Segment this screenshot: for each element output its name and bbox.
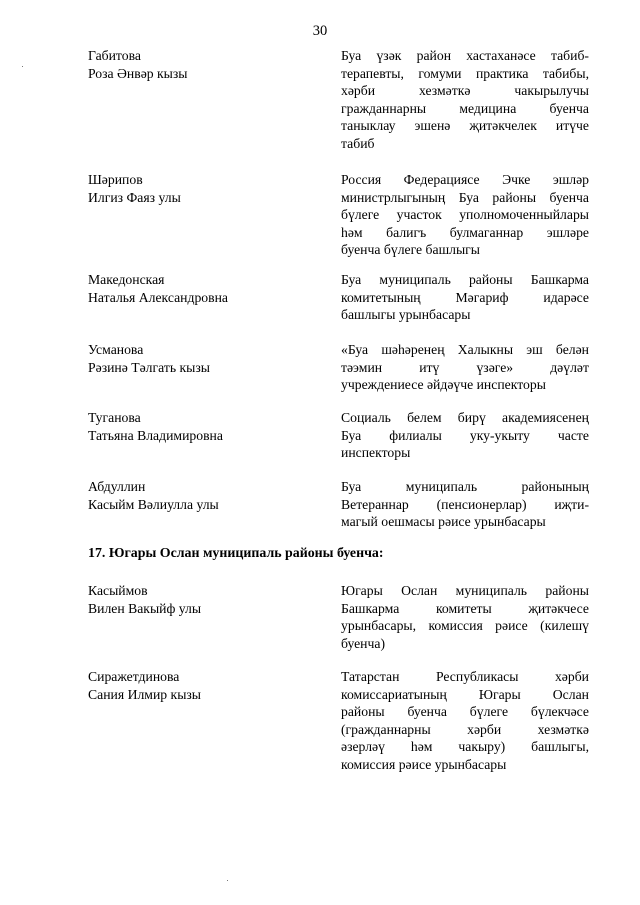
position-line: «Буа шәһәренең Халыкны эш белән [341,342,589,357]
given-name: Сания Илмир кызы [88,686,201,702]
position-line: Буа муниципаль районы Башкарма [341,272,589,287]
scan-speck [22,66,23,67]
position-line: терапевты, гомуми практика табибы, [341,65,589,81]
position-line: әзерләү һәм чакыру) башлыгы, [341,739,589,754]
position-line: районы буенча бүлеге бүлекчәсе [341,704,589,719]
position-line: табиб [341,135,375,151]
position-line: Буа үзәк район хастаханәсе табиб- [341,48,589,63]
position-line: тәэмин итү үзәге» дәүләт [341,359,589,375]
position-line: һәм балигъ булмаганнар эшләре [341,224,589,240]
given-name: Татьяна Владимировна [88,427,223,443]
person-name [88,171,318,206]
surname: Абдуллин [88,479,146,494]
position-line: (гражданнарны хәрби хезмәткә [341,721,589,737]
surname: Македонская [88,272,165,287]
person-position [341,668,589,773]
person-name [88,478,318,513]
position-line: учреждениесе әйдәүче инспекторы [341,377,546,392]
position-line: Буа муниципаль районының [341,479,589,494]
position-line: бүлеге участок уполномоченныйлары [341,207,589,222]
person-name [88,409,318,444]
given-name: Роза Әнвәр кызы [88,65,188,81]
person-position [341,341,589,394]
section-heading: 17. Югары Ослан муниципаль районы буенча: [88,546,384,561]
person-name [88,47,318,82]
person-position [341,171,589,259]
surname: Шәрипов [88,172,143,187]
position-line: комитетының Мәгариф идарәсе [341,289,589,305]
given-name: Касыйм Вәлиулла улы [88,496,219,512]
position-line: Социаль белем бирү академиясенең [341,410,589,425]
person-name [88,582,318,617]
position-line: инспекторы [341,445,411,460]
position-line: буенча) [341,635,386,651]
position-line: башлыгы урынбасары [341,307,471,322]
given-name: Наталья Александровна [88,289,228,305]
position-line: таныклау эшенә җитәкчелек итүче [341,118,589,133]
surname: Сиражетдинова [88,669,180,684]
person-name [88,341,318,376]
page-number: 30 [312,23,328,39]
surname: Габитова [88,48,141,63]
person-position [341,409,589,462]
position-line: Ветераннар (пенсионерлар) иҗти- [341,496,589,512]
person-position [341,271,589,324]
position-line: министрлыгының Буа районы буенча [341,189,589,205]
person-position [341,478,589,531]
person-position [341,582,589,652]
position-line: Башкарма комитеты җитәкчесе [341,600,589,616]
position-line: комиссия рәисе урынбасары [341,756,507,772]
surname: Усманова [88,342,144,357]
given-name: Вилен Вакыйф улы [88,600,202,616]
scan-speck [227,880,228,881]
surname: Касыймов [88,583,148,598]
position-line: Россия Федерациясе Эчке эшләр [341,172,589,187]
position-line: Татарстан Республикасы хәрби [341,669,589,684]
person-name [88,271,318,306]
position-line: хәрби хезмәткә чакырылучы [341,83,589,98]
position-line: гражданнарны медицина буенча [341,100,589,116]
position-line: буенча бүлеге башлыгы [341,242,480,257]
surname: Туганова [88,410,141,425]
person-position [341,47,589,152]
position-line: комиссариатының Югары Ослан [341,686,589,702]
position-line: магый оешмасы рәисе урынбасары [341,514,546,529]
person-name [88,668,318,703]
position-line: урынбасары, комиссия рәисе (килешү [341,618,589,633]
position-line: Буа филиалы уку-укыту часте [341,427,589,443]
given-name: Илгиз Фаяз улы [88,189,181,205]
given-name: Рәзинә Тәлгать кызы [88,359,210,375]
position-line: Югары Ослан муниципаль районы [341,583,589,598]
